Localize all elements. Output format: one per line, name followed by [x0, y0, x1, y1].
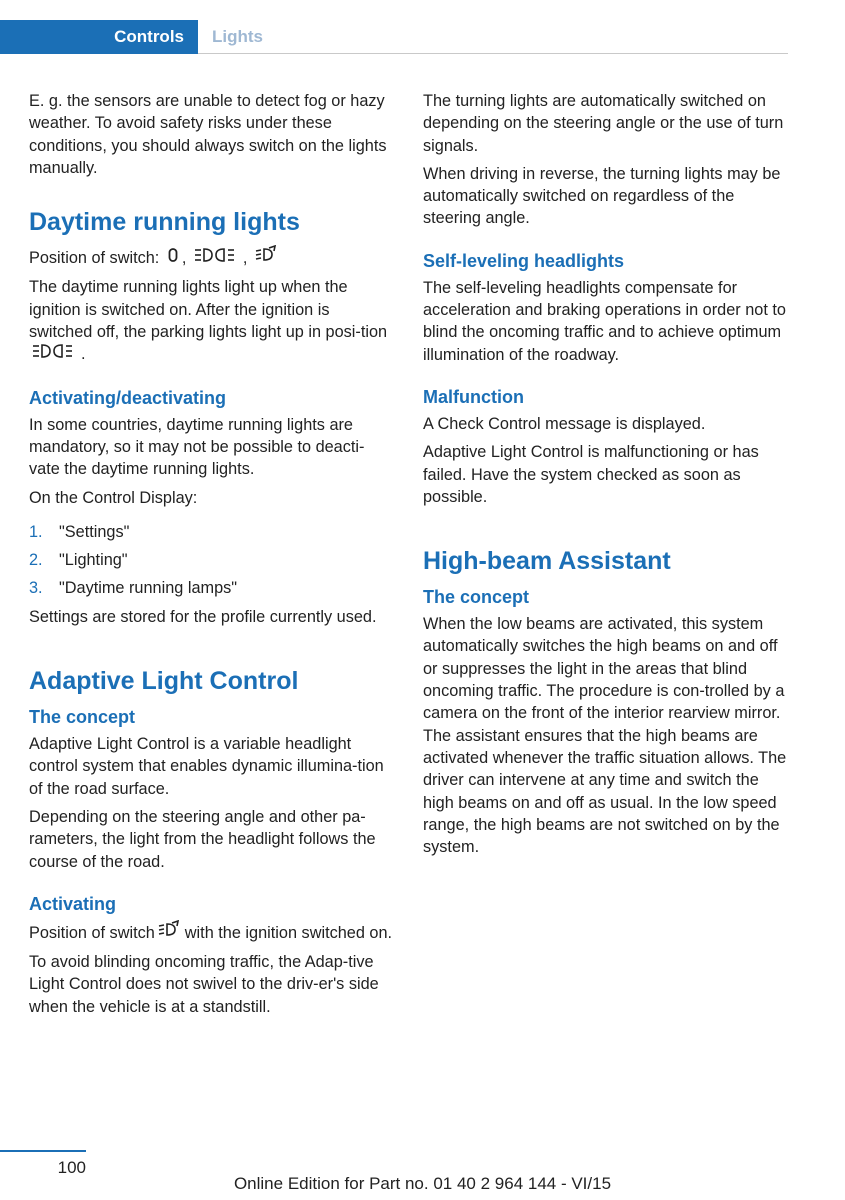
header-rule	[198, 53, 788, 54]
drl-title: Daytime running lights	[29, 208, 300, 237]
switch-off-icon	[167, 247, 179, 270]
turning-lights-paragraph-1: The turning lights are automatically switched on depending on the steering angle or the use of turn signals.	[423, 92, 784, 155]
activating-switch-text-a: Position of switch	[29, 923, 155, 942]
step-number: 3.	[29, 579, 43, 598]
concept-paragraph-1: Adaptive Light Control is a variable headlight control system that enables dynamic illumina-tion of the road surface.	[29, 735, 384, 798]
malfunction-title: Malfunction	[423, 386, 524, 407]
concept-paragraph-2: Depending on the steering angle and other pa-rameters, the light from the headlight follows the course of the road.	[29, 807, 376, 871]
page-number: 100	[57, 1158, 86, 1177]
turning-lights-paragraph-2: When driving in reverse, the turning lights may be automatically switched on regardless of the steering angle.	[423, 164, 781, 228]
hba-paragraph: When the low beams are activated, this system automatically switches the high beams on and off or suppresses the light in the areas that blind oncoming traffic. The procedure is con-trolled by a camera on the front of the interior rearview mirror. The assistant ensures that the high beams are activated whenever the traffic situation allows. The driver can intervene at any time and switch the high beams on and off as usual. In the low speed range, the high beams are not switched on by the system.	[423, 615, 787, 857]
step-number: 1.	[29, 522, 43, 541]
header-tab-lights[interactable]	[212, 20, 263, 54]
list-item	[29, 521, 394, 543]
activating-paragraph-1: In some countries, daytime running lights are mandatory, so it may not be possible to deacti-vate the daytime running lights.	[29, 415, 365, 479]
hba-concept-title: The concept	[423, 587, 530, 608]
activating-deactivating-title: Activating/deactivating	[29, 387, 227, 408]
activating-switch-paragraph	[29, 920, 394, 945]
high-beam-assistant-title: High-beam Assistant	[423, 547, 671, 576]
right-column	[423, 90, 788, 864]
step-number: 2.	[29, 551, 43, 570]
settings-steps-list	[29, 521, 394, 600]
step-text: "Daytime running lamps"	[59, 579, 238, 598]
drl-paragraph: The daytime running lights light up when the ignition is switched on. After the ignition is switched off, the parking lights light up in posi-tion.	[29, 276, 394, 366]
step-text: "Lighting"	[59, 551, 128, 570]
auto-headlight-icon	[158, 920, 182, 945]
header-tab-controls[interactable]	[0, 20, 198, 54]
self-leveling-title: Self-leveling headlights	[423, 250, 625, 271]
header-subsection-label: Lights	[212, 27, 263, 46]
intro-paragraph: E. g. the sensors are unable to detect fog or hazy weather. To avoid safety risks under these conditions, you should always switch on the lights manually.	[29, 92, 387, 177]
drl-paragraph-text: The daytime running lights light up when the ignition is switched on. After the ignition is switched off, the parking lights light up in posi-tion	[29, 278, 388, 342]
malfunction-paragraph-1: A Check Control message is displayed.	[423, 414, 706, 433]
parking-lights-icon	[32, 343, 78, 366]
activating-title: Activating	[29, 893, 117, 914]
activating-paragraph-standstill: To avoid blinding oncoming traffic, the Adap-tive Light Control does not swivel to the driv-er's side when the vehicle is at a standstill.	[29, 953, 379, 1016]
activating-paragraph-2: On the Control Display:	[29, 488, 198, 507]
left-column	[29, 90, 394, 1024]
footer-rule	[0, 1150, 86, 1152]
header-section-label: Controls	[114, 27, 184, 46]
step-text: "Settings"	[59, 522, 130, 541]
auto-headlight-icon	[255, 245, 279, 270]
alc-title: Adaptive Light Control	[29, 667, 299, 696]
self-leveling-paragraph: The self-leveling headlights compensate for acceleration and braking operations in order not to blind the oncoming traffic and to achieve optimum illumination of the roadway.	[423, 278, 786, 364]
drl-position-paragraph: Position of switch: , ,	[29, 245, 394, 270]
footer-edition: Online Edition for Part no. 01 40 2 964 144 - VI/15	[233, 1174, 612, 1193]
activating-paragraph-3: Settings are stored for the profile currently used.	[29, 607, 377, 626]
parking-lights-icon	[194, 247, 240, 270]
concept-title: The concept	[29, 707, 136, 728]
malfunction-paragraph-2: Adaptive Light Control is malfunctioning or has failed. Have the system checked as soon as possible.	[423, 443, 759, 506]
list-item	[29, 549, 394, 571]
list-item	[29, 577, 394, 599]
drl-position-text: Position of switch:	[29, 249, 160, 268]
activating-switch-text-b: with the ignition switched on.	[184, 923, 393, 942]
